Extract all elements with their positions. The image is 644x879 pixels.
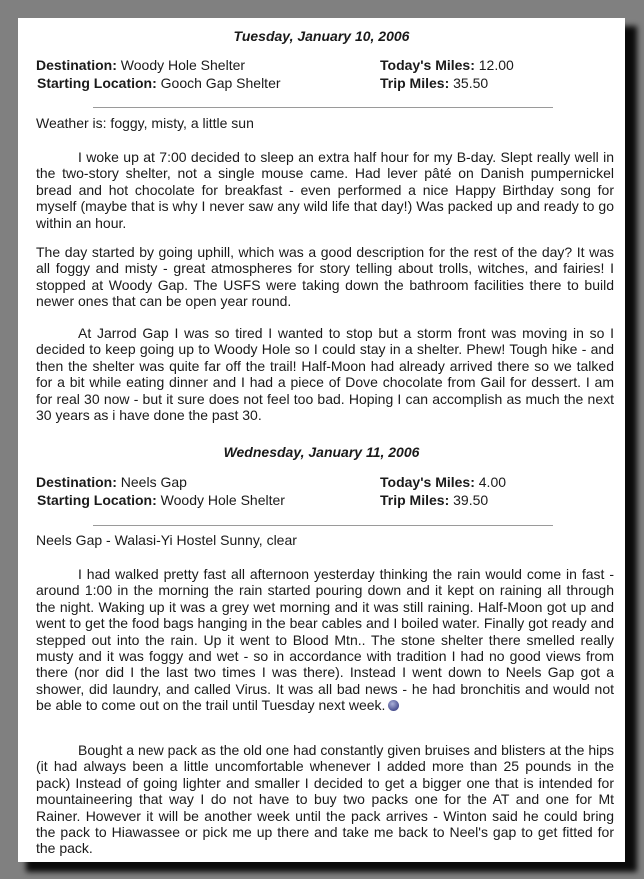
- weather-line: Weather is: foggy, misty, a little sun: [36, 115, 254, 131]
- paragraph-text: I had walked pretty fast all afternoon yesterday thinking the rain would come in fast - around 1:00 in the morning the rain started pouring down and it kept on raining all through the night. Waking up it was a grey wet morning and it was still raining. Half-Moon got up and went to get the food bags hanging in the bear cables and I boiled water. Finally got ready and stepped out into the rain. Up it went to Blood Mtn.. The stone shelter there smelled really musty and it was foggy and wet - so in accordance with tradition I had no good views from there (nor did I the last two times I was there). Instead I went down to Neels Gap got a shower, did laundry, and called Virus. It was all bad news - he had bronchitis and would not be able to come out on the trail until Tuesday next week.: [36, 566, 614, 714]
- destination-value: Neels Gap: [120, 474, 187, 490]
- journal-paragraph: At Jarrod Gap I was so tired I wanted to stop but a storm front was moving in so I decided to keep going up to Woody Hole so I could stay in a shelter. Phew! Tough hike - and then the shelter was quite far off the trail! Half-Moon had already arrived there so we talked for a bit while eating dinner and I had a piece of Dove chocolate from Gail for dessert. I am for real 30 now - but it sure does not feel too bad. Hoping I can accomplish as much the next 30 years as i have done the past 30.: [36, 325, 614, 424]
- today-miles-value: 4.00: [478, 474, 507, 490]
- journal-page: [18, 18, 625, 862]
- start-value: Woody Hole Shelter: [160, 492, 285, 508]
- trip-miles-label: Trip Miles:: [380, 75, 450, 91]
- start-value: Gooch Gap Shelter: [160, 75, 281, 91]
- start-row: [37, 75, 281, 92]
- destination-row: [36, 474, 187, 491]
- journal-paragraph: I woke up at 7:00 decided to sleep an extra half hour for my B-day. Slept really well in the two-story shelter, not a single mouse came. Had lever pâté on Danish pumpernickel bread and hot chocolate for breakfast - even performed a nice Happy Birthday song for myself (maybe that is why I never saw any wild life that day!) Was packed up and ready to go within an hour.: [36, 149, 614, 231]
- today-miles-label: Today's Miles:: [380, 57, 475, 73]
- trip-miles-row: [380, 75, 488, 92]
- trip-miles-value: 35.50: [453, 75, 489, 91]
- entry-date: Wednesday, January 11, 2006: [223, 444, 420, 460]
- destination-label: Destination:: [36, 57, 117, 73]
- destination-value: Woody Hole Shelter: [120, 57, 246, 73]
- start-label: Starting Location:: [37, 492, 157, 508]
- weather-line: Neels Gap - Walasi-Yi Hostel Sunny, clear: [36, 532, 297, 548]
- trip-miles-label: Trip Miles:: [380, 492, 450, 508]
- destination-row: [36, 57, 245, 74]
- trip-miles-row: [380, 492, 488, 509]
- trip-miles-value: 39.50: [453, 492, 489, 508]
- destination-label: Destination:: [36, 474, 117, 490]
- journal-paragraph: The day started by going uphill, which was a good description for the rest of the day? It was all foggy and misty - great atmospheres for story telling about trolls, witches, and fairies! I stopped at Woody Gap. The USFS were taking down the bathroom facilities there to build newer ones that can be open year round.: [36, 244, 614, 310]
- divider: [93, 107, 553, 108]
- start-row: [37, 492, 285, 509]
- journal-paragraph: Bought a new pack as the old one had constantly given bruises and blisters at the hips (it had always been a little uncomfortable whenever I added more than 25 pounds in the pack) Instead of going lighter and smaller I decided to get a bigger one that is intended for mountaineering that way I do not have to buy two packs one for the AT and one for Mt Rainer. However it will be another week until the pack arrives - Winton said he could bring the pack to Hiawassee or pick me up there and take me back to Neel's gap to get fitted for the pack.: [36, 742, 614, 857]
- today-miles-value: 12.00: [478, 57, 514, 73]
- today-miles-row: [380, 474, 506, 491]
- entry-date: Tuesday, January 10, 2006: [233, 28, 410, 44]
- today-miles-label: Today's Miles:: [380, 474, 475, 490]
- divider: [93, 525, 553, 526]
- today-miles-row: [380, 57, 514, 74]
- sad-face-icon: [388, 700, 399, 711]
- start-label: Starting Location:: [37, 75, 157, 91]
- journal-paragraph: [36, 566, 614, 714]
